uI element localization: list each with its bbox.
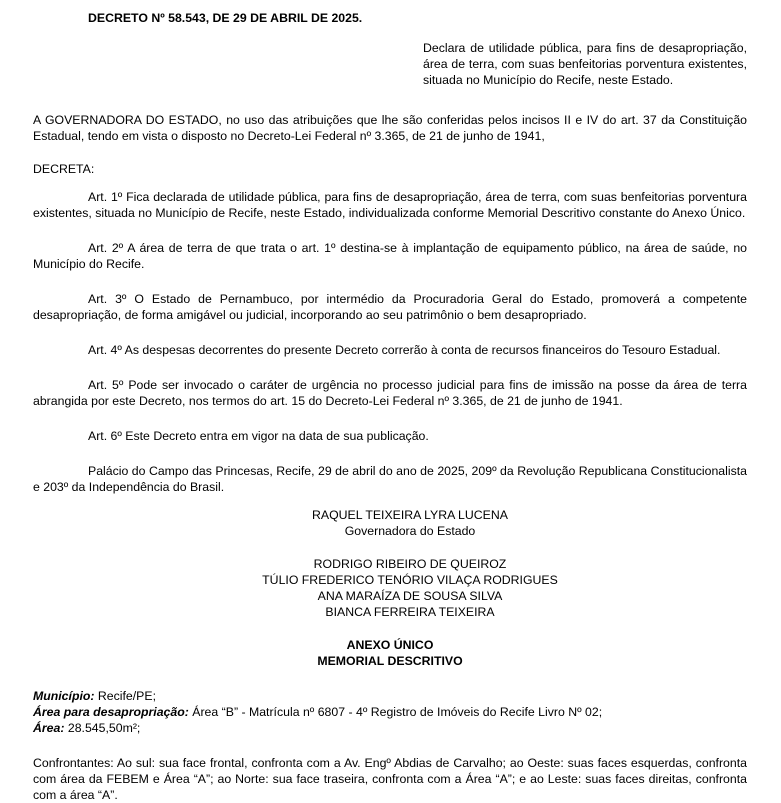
article-6: Art. 6º Este Decreto entra em vigor na data de sua publicação. [88,429,429,443]
decree-title: DECRETO Nº 58.543, DE 29 DE ABRIL DE 2025. [88,11,363,25]
cosigner-name: TÚLIO FREDERICO TENÓRIO VILAÇA RODRIGUES [262,573,558,587]
annex-heading [33,637,747,669]
article-3: Art. 3º O Estado de Pernambuco, por intermédio da Procuradoria Geral do Estado, promoverá a competente desapropriação, de forma amigável ou judicial, incorporando ao seu patrimônio o bem desapropriado. [33,292,747,322]
municipio-label: Município: [33,689,95,703]
governor-role: Governadora do Estado [344,524,476,538]
area-desapropriacao-value: Área “B” - Matrícula nº 6807 - 4º Registro de Imóveis do Recife Livro Nº 02; [192,705,603,719]
preamble: A GOVERNADORA DO ESTADO, no uso das atribuições que lhe são conferidas pelos incisos II e IV do art. 37 da Constituição Estadual, tendo em vista o disposto no Decreto-Lei Federal nº 3.365, de 21 de junho de 1941, [33,113,747,143]
cosigner-name: BIANCA FERREIRA TEIXEIRA [325,605,495,619]
article-2: Art. 2º A área de terra de que trata o art. 1º destina-se à implantação de equipamento público, na área de saúde, no Município do Recife. [33,241,747,271]
municipio-field [33,688,747,704]
annex-subtitle: MEMORIAL DESCRITIVO [317,654,463,668]
governor-signature [33,507,747,539]
article-4: Art. 4º As despesas decorrentes do presente Decreto correrão à conta de recursos financeiros do Tesouro Estadual. [88,343,721,357]
cosigner-name: ANA MARAÍZA DE SOUSA SILVA [317,589,503,603]
article-5: Art. 5º Pode ser invocado o caráter de urgência no processo judicial para fins de imissão na posse da área de terra abrangida por este Decreto, nos termos do art. 15 do Decreto-Lei Federal nº 3.365, de 21 de junho de 1941. [33,378,747,408]
closing-place-date: Palácio do Campo das Princesas, Recife, 29 de abril do ano de 2025, 209º da Revolução Republicana Constitucionalista e 203º da Independência do Brasil. [33,464,747,494]
area-field [33,720,747,736]
cosigners-block [33,556,747,620]
cosigner-name: RODRIGO RIBEIRO DE QUEIROZ [313,557,507,571]
decree-summary: Declara de utilidade pública, para fins de desapropriação, área de terra, com suas benfeitorias porventura existentes, situada no Município do Recife, neste Estado. [423,41,747,87]
area-label: Área: [33,721,65,735]
governor-name: RAQUEL TEIXEIRA LYRA LUCENA [312,508,508,522]
annex-title: ANEXO ÚNICO [346,638,434,652]
area-desapropriacao-field [33,704,747,720]
confrontantes: Confrontantes: Ao sul: sua face frontal, confronta com a Av. Engº Abdias de Carvalho; ao Oeste: suas faces esquerdas, confronta com área da FEBEM e Área “A”; ao Norte: sua face traseira, confronta com a Área “A”; e ao Leste: suas faces direitas, confronta com a área “A”. [33,756,747,802]
article-1: Art. 1º Fica declarada de utilidade pública, para fins de desapropriação, área de terra, com suas benfeitorias porventura existentes, situada no Município de Recife, neste Estado, individualizada conforme Memorial Descritivo constante do Anexo Único. [33,190,747,220]
area-value: 28.545,50m²; [67,721,141,735]
decreta-heading: DECRETA: [33,162,95,176]
municipio-value: Recife/PE; [97,689,156,703]
area-desapropriacao-label: Área para desapropriação: [33,705,189,719]
